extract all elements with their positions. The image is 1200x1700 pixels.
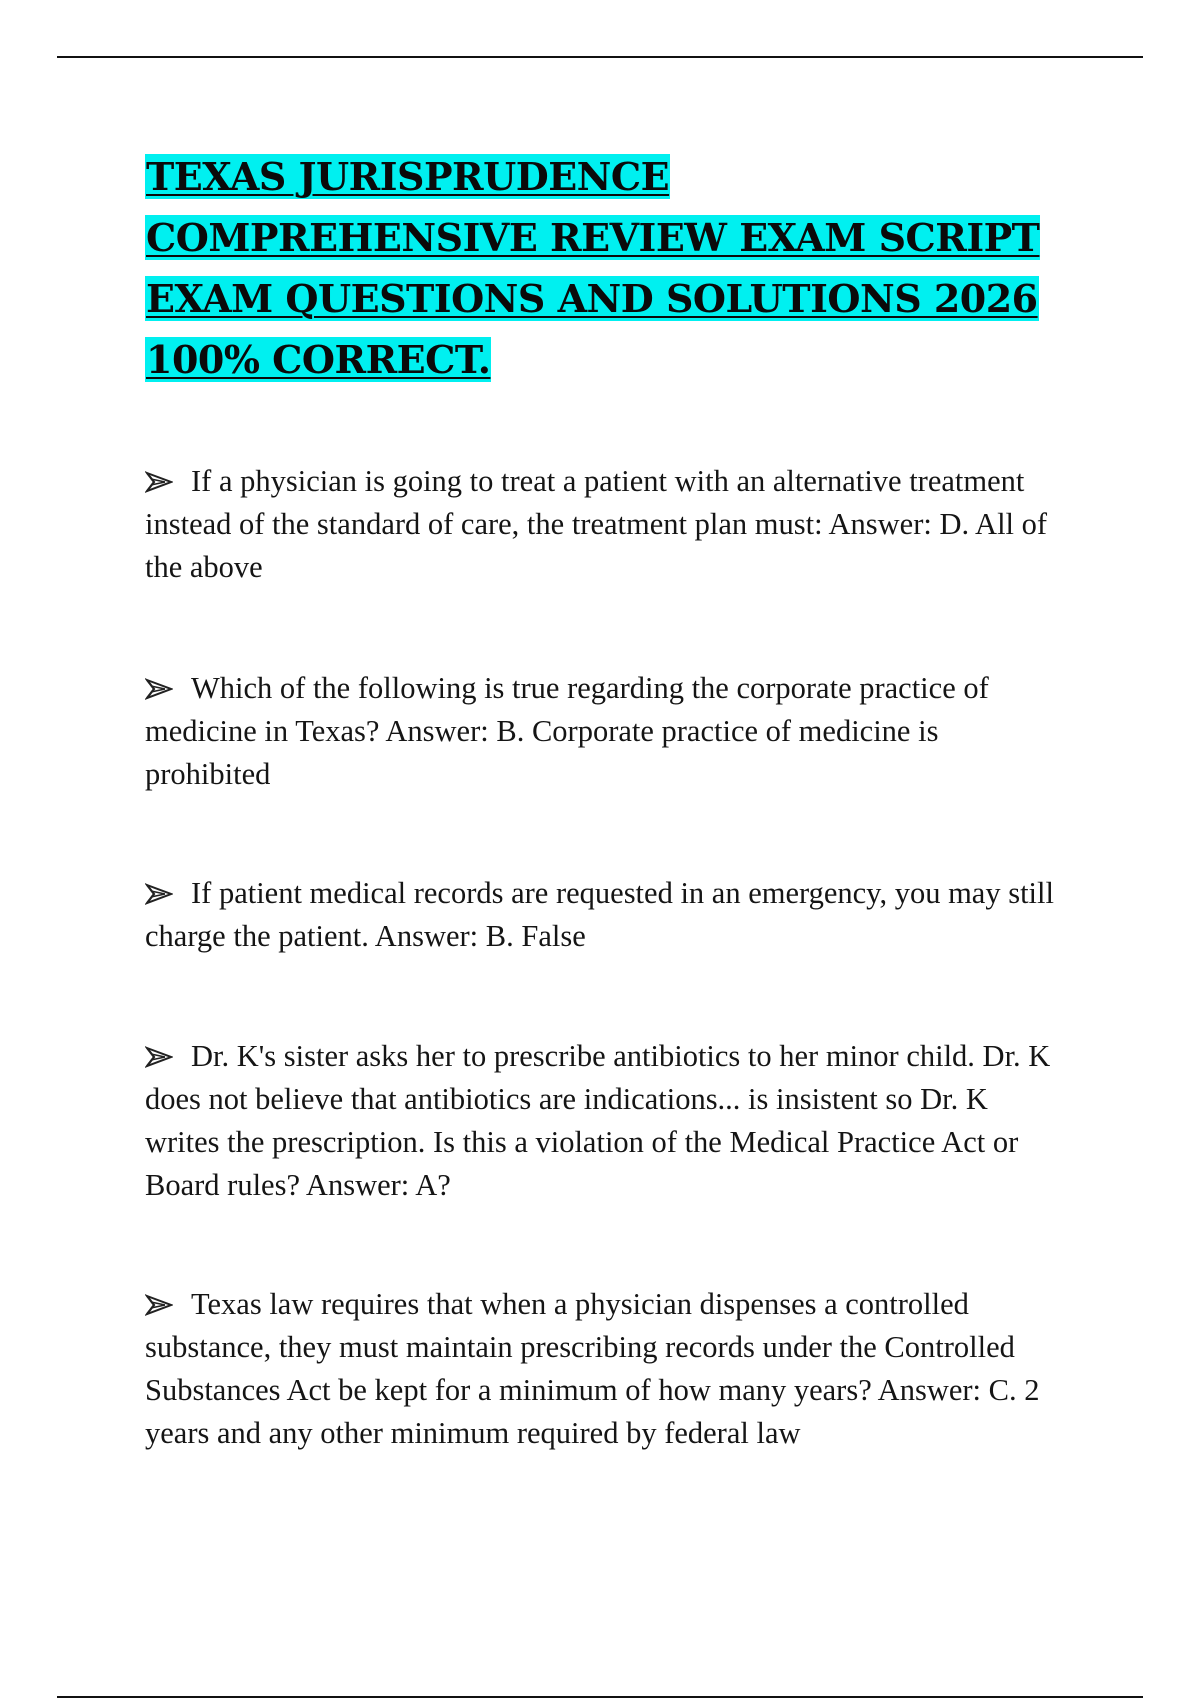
- arrow-bullet-icon: [145, 882, 173, 906]
- qa-item: [145, 667, 1065, 796]
- bottom-rule: [57, 1696, 1143, 1698]
- qa-text: If patient medical records are requested in an emergency, you may still charge the patient. Answer: B. False: [145, 876, 1054, 953]
- qa-text: Dr. K's sister asks her to prescribe antibiotics to her minor child. Dr. K does not believe that antibiotics are indications... is insistent so Dr. K writes the prescription. Is this a violation of the Medical Practice Act or Board rules? Answer: A?: [145, 1039, 1051, 1202]
- qa-item: [145, 1283, 1065, 1455]
- arrow-bullet-icon: [145, 1293, 173, 1317]
- qa-text: Texas law requires that when a physician dispenses a controlled substance, they must maintain prescribing records under the Controlled Substances Act be kept for a minimum of how many years? Answer: C. 2 years and any other minimum required by federal law: [145, 1287, 1040, 1450]
- qa-text: Which of the following is true regarding the corporate practice of medicine in Texas? Answer: B. Corporate practice of medicine is prohibited: [145, 671, 989, 791]
- qa-item: [145, 872, 1065, 958]
- qa-text: If a physician is going to treat a patient with an alternative treatment instead of the standard of care, the treatment plan must: Answer: D. All of the above: [145, 464, 1048, 584]
- document-title: [145, 146, 1045, 390]
- top-rule: [57, 56, 1143, 58]
- arrow-bullet-icon: [145, 677, 173, 701]
- arrow-bullet-icon: [145, 1045, 173, 1069]
- title-highlight: TEXAS JURISPRUDENCE COMPREHENSIVE REVIEW EXAM SCRIPT EXAM QUESTIONS AND SOLUTIONS 2026 100% CORRECT.: [146, 154, 1040, 382]
- qa-item: [145, 460, 1065, 589]
- arrow-bullet-icon: [145, 470, 173, 494]
- qa-item: [145, 1035, 1065, 1207]
